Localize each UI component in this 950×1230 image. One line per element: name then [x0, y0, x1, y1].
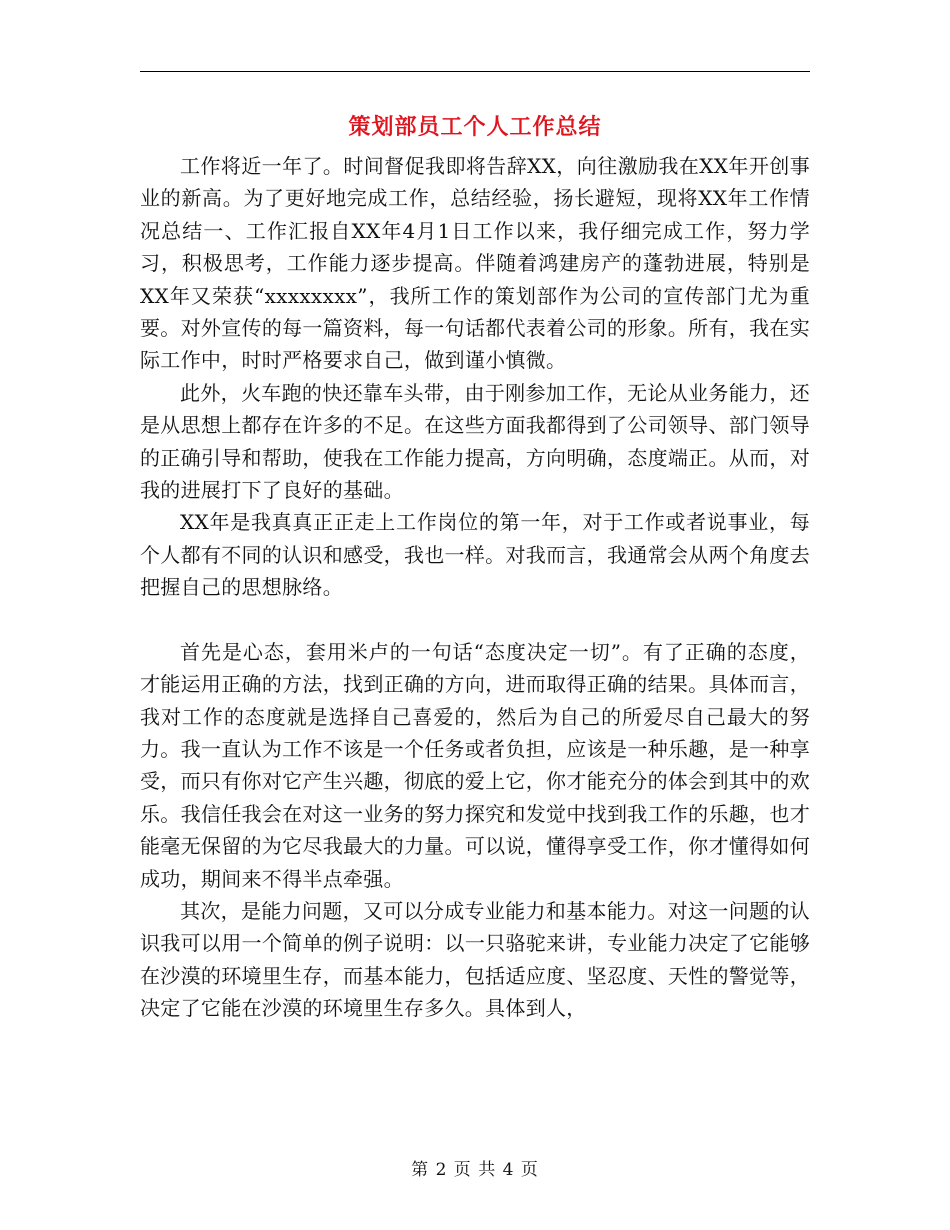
paragraph-2: 此外，火车跑的快还靠车头带，由于刚参加工作，无论从业务能力，还是从思想上都存在许多的不足。在这些方面我都得到了公司领导、部门领导的正确引导和帮助，使我在工作能力提高，方向明确，态度端正。从而，对我的进展打下了良好的基础。	[140, 380, 810, 503]
paragraph-3: XX年是我真真正正走上工作岗位的第一年，对于工作或者说事业，每个人都有不同的认识和感受，我也一样。对我而言，我通常会从两个角度去把握自己的思想脉络。	[140, 510, 810, 600]
header-rule	[140, 71, 810, 72]
page-number-footer: 第 2 页 共 4 页	[411, 1160, 539, 1180]
paragraph-5: 其次，是能力问题，又可以分成专业能力和基本能力。对这一问题的认识我可以用一个简单的例子说明：以一只骆驼来讲，专业能力决定了它能够在沙漠的环境里生存，而基本能力，包括适应度、坚忍度、天性的警觉等，决定了它能在沙漠的环境里生存多久。具体到人，	[140, 898, 810, 1021]
paragraph-1: 工作将近一年了。时间督促我即将告辞XX，向往激励我在XX年开创事业的新高。为了更好地完成工作，总结经验，扬长避短，现将XX年工作情况总结一、工作汇报自XX年4月1日工作以来，我仔细完成工作，努力学习，积极思考，工作能力逐步提高。伴随着鸿建房产的蓬勃进展，特别是XX年又荣获“xxxxxxxx”，我所工作的策划部作为公司的宣传部门尤为重要。对外宣传的每一篇资料，每一句话都代表着公司的形象。所有，我在实际工作中，时时严格要求自己，做到谨小慎微。	[140, 154, 810, 373]
document-body	[140, 150, 810, 1025]
document-title: 策划部员工个人工作总结	[348, 115, 602, 140]
paragraph-4: 首先是心态，套用米卢的一句话“态度决定一切”。有了正确的态度，才能运用正确的方法，找到正确的方向，进而取得正确的结果。具体而言，我对工作的态度就是选择自己喜爱的，然后为自己的所爱尽自己最大的努力。我一直认为工作不该是一个任务或者负担，应该是一种乐趣，是一种享受，而只有你对它产生兴趣，彻底的爱上它，你才能充分的体会到其中的欢乐。我信任我会在对这一业务的努力探究和发觉中找到我工作的乐趣，也才能毫无保留的为它尽我最大的力量。可以说，懂得享受工作，你才懂得如何成功，期间来不得半点牵强。	[140, 639, 810, 891]
